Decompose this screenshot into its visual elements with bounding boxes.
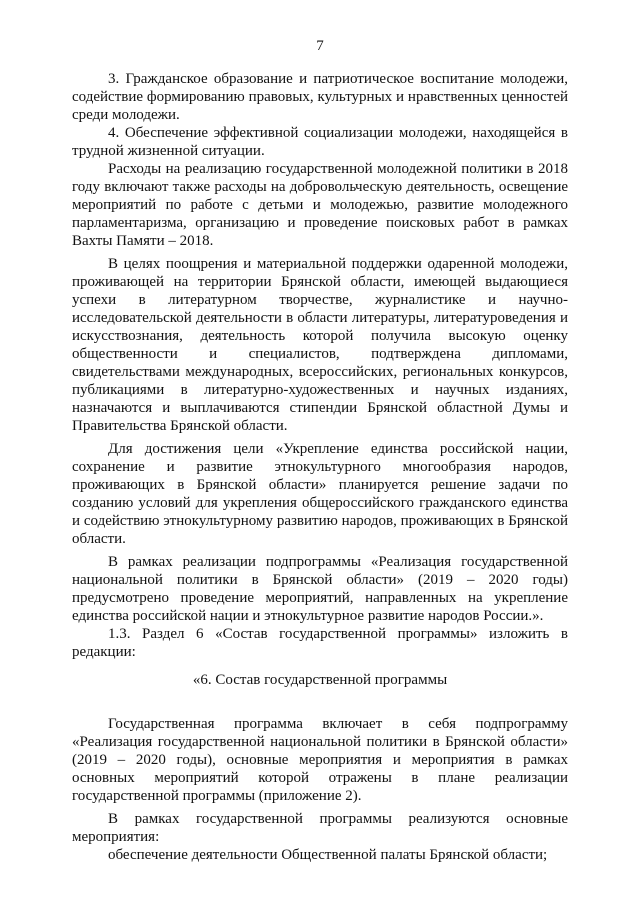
paragraph-public-chamber: обеспечение деятельности Общественной палаты Брянской области;: [108, 847, 548, 863]
paragraph-scholarships: В целях поощрения и материальной поддержки одаренной молодежи, проживающей на территории Брянской области, имеющей выдающиеся успехи в литературном творчестве, журналистике и научно-исследовательской деятельности в области литературы, литературоведения и искусствознания, деятельность которой получила высокую оценку общественности и специалистов, подтверждена дипломами, свидетельствами международных, всероссийских, региональных конкурсов, публикациями в литературно-художественных и научных изданиях, назначаются и выплачиваются стипендии Брянской областной Думы и Правительства Брянской области.: [72, 256, 568, 434]
section-heading: «6. Состав государственной программы: [192, 672, 448, 688]
document-body: [72, 70, 568, 864]
paragraph-item-4: 4. Обеспечение эффективной социализации молодежи, находящейся в трудной жизненной ситуации.: [72, 125, 568, 159]
paragraph-item-3: 3. Гражданское образование и патриотическое воспитание молодежи, содействие формированию правовых, культурных и нравственных ценностей среди молодежи.: [72, 71, 568, 123]
paragraph-subprogram: В рамках реализации подпрограммы «Реализация государственной национальной политики в Брянской области» (2019 – 2020 годы) предусмотрено проведение мероприятий, направленных на укрепление единства российской нации и этнокультурное развитие народов России.».: [72, 554, 568, 624]
paragraph-section-amendment: 1.3. Раздел 6 «Состав государственной программы» изложить в редакции:: [72, 626, 568, 660]
paragraph-program-composition: Государственная программа включает в себя подпрограмму «Реализация государственной национальной политики в Брянской области» (2019 – 2020 годы), основные мероприятия и мероприятия в рамках основных мероприятий которой отражены в плане реализации государственной программы (приложение 2).: [72, 716, 568, 804]
paragraph-national-unity: Для достижения цели «Укрепление единства российской нации, сохранение и развитие этнокультурного многообразия народов, проживающих в Брянской области» планируется решение задачи по созданию условий для укрепления общероссийского гражданского единства и содействию этнокультурному развитию народов, проживающих в Брянской области.: [72, 441, 568, 547]
paragraph-expenses: Расходы на реализацию государственной молодежной политики в 2018 году включают также расходы на добровольческую деятельность, освещение мероприятий по работе с детьми и молодежью, развитие молодежного парламентаризма, организацию и проведение поисковых работ в рамках Вахты Памяти – 2018.: [72, 161, 568, 249]
page-number: 7: [316, 38, 324, 54]
paragraph-main-activities: В рамках государственной программы реализуются основные мероприятия:: [72, 811, 568, 845]
